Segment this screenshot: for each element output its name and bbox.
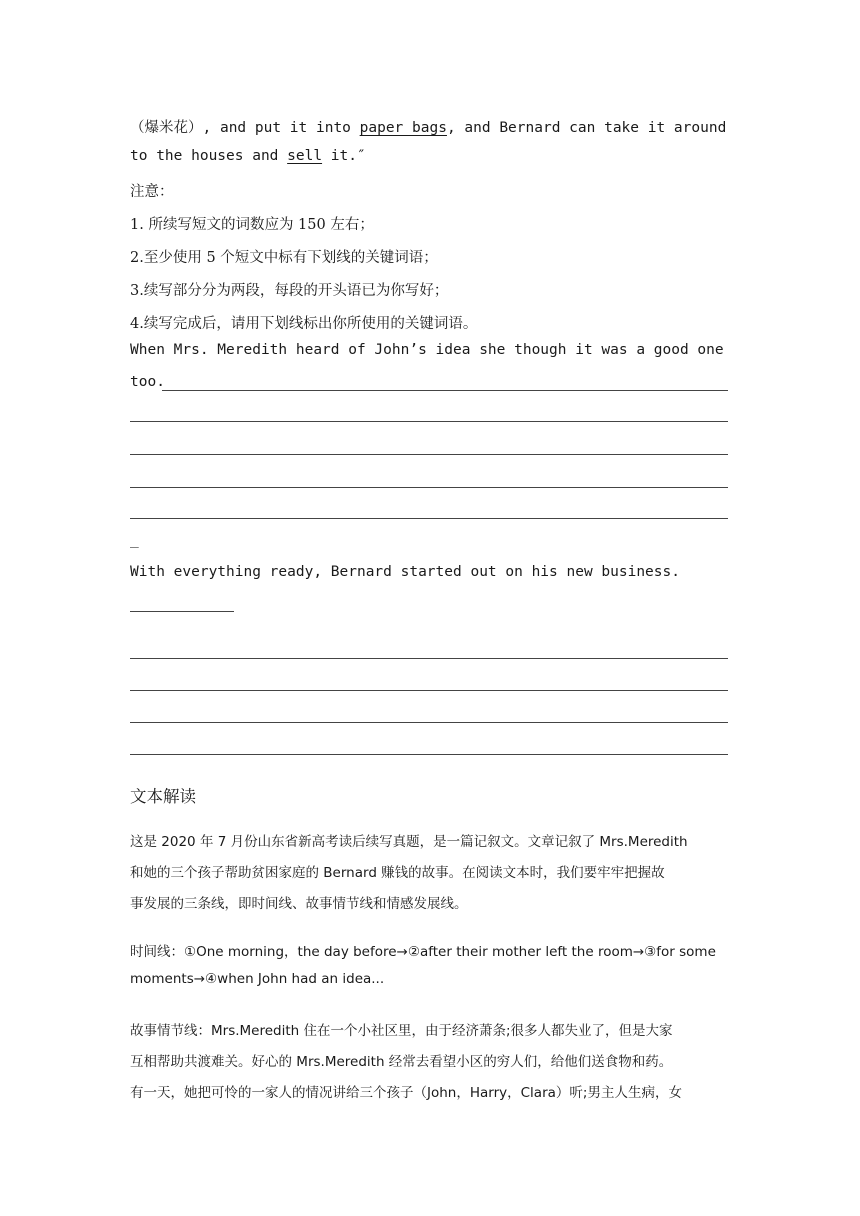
note-2: 2.至少使用 5 个短文中标有下划线的关键词语；	[130, 250, 438, 266]
note-3: 3.续写部分分为两段，每段的开头语已为你写好；	[130, 283, 449, 299]
dash-mark: _	[130, 532, 139, 548]
writing-line[interactable]	[130, 754, 728, 755]
plot-line-1: 故事情节线：Mrs.Meredith 住在一个小社区里，由于经济萧条;很多人都失业了，但是大家	[130, 1023, 673, 1039]
timeline-line-1: 时间线：①One morning，the day before→②after their mother left the room→③for some	[130, 944, 716, 960]
writing-line[interactable]	[130, 518, 728, 519]
timeline-line-2: moments→④when John had an idea...	[130, 971, 385, 987]
notes-title: 注意：	[130, 184, 174, 200]
writing-line[interactable]	[162, 390, 728, 391]
text: it.″	[322, 148, 366, 164]
text: , and Bernard can take it around	[446, 120, 727, 136]
note-4: 4.续写完成后，请用下划线标出你所使用的关键词语。	[130, 316, 478, 332]
writing-line[interactable]	[130, 454, 728, 455]
writing-line[interactable]	[130, 487, 728, 488]
plot-line-3: 有一天，她把可怜的一家人的情况讲给三个孩子（John，Harry，Clara）听;男主人生病，女	[130, 1085, 682, 1101]
writing-line[interactable]	[130, 690, 728, 691]
text: to the houses and	[130, 148, 288, 164]
writing-line[interactable]	[130, 611, 234, 612]
section-title: 文本解读	[130, 787, 196, 806]
paragraph-2-opening: With everything ready, Bernard started out on his new business.	[130, 564, 680, 580]
story-line-2	[130, 148, 366, 164]
text: （爆米花）, and put it into	[130, 120, 360, 136]
intro-line-3: 事发展的三条线，即时间线、故事情节线和情感发展线。	[130, 896, 468, 912]
plot-line-2: 互相帮助共渡难关。好心的 Mrs.Meredith 经常去看望小区的穷人们，给他们送食物和药。	[130, 1054, 673, 1070]
writing-line[interactable]	[130, 722, 728, 723]
story-line-1	[130, 116, 726, 137]
writing-line[interactable]	[130, 658, 728, 659]
intro-line-1: 这是 2020 年 7 月份山东省新高考读后续写真题，是一篇记叙文。文章记叙了 Mrs.Meredith	[130, 834, 688, 850]
note-1: 1. 所续写短文的词数应为 150 左右；	[130, 217, 374, 233]
writing-line[interactable]	[130, 421, 728, 422]
paragraph-1-opening: When Mrs. Meredith heard of John’s idea she though it was a good one	[130, 342, 724, 358]
key-phrase-sell: sell	[287, 148, 323, 164]
key-phrase-paper-bags: paper bags	[359, 120, 447, 136]
intro-line-2: 和她的三个孩子帮助贫困家庭的 Bernard 赚钱的故事。在阅读文本时，我们要牢牢把握故	[130, 865, 665, 881]
paragraph-1-opening-cont: too.	[130, 374, 165, 390]
